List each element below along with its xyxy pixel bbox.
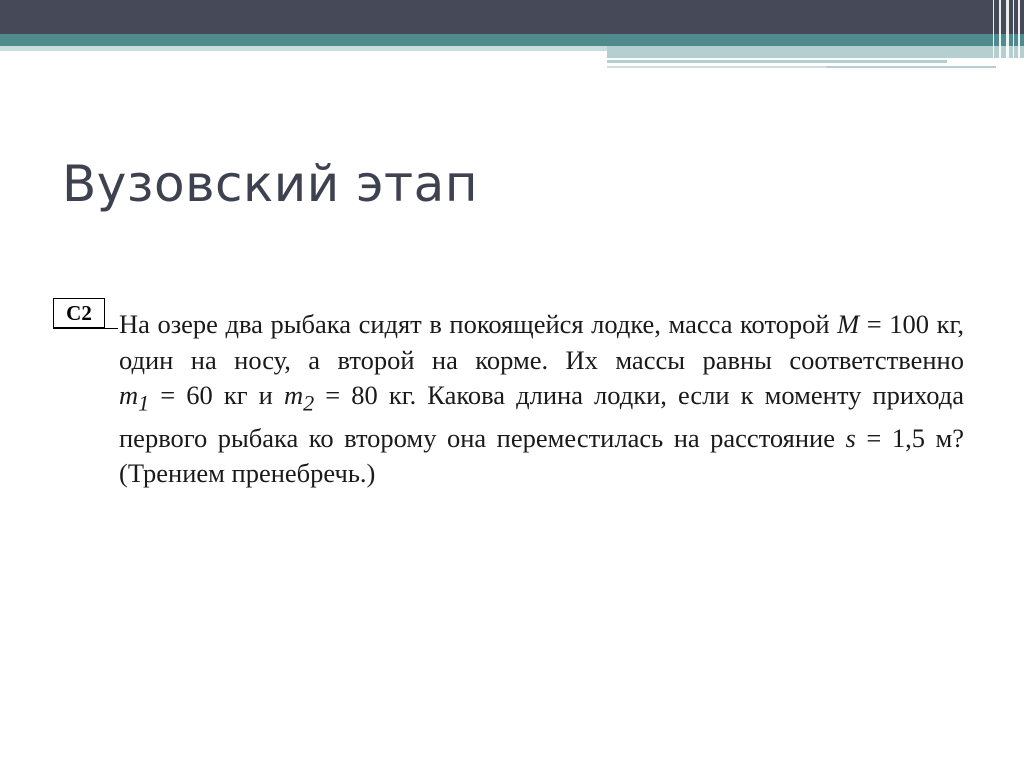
problem-text	[119, 307, 964, 492]
header-band-teal	[0, 34, 1024, 46]
header-decor-rib	[1018, 0, 1020, 66]
header-decor-rib	[999, 0, 1001, 66]
header-decor-rib	[1013, 0, 1014, 66]
header-decor-rib	[1006, 0, 1009, 66]
header-decor-line	[607, 66, 827, 68]
header-decor-line	[826, 66, 996, 68]
header-band-light	[0, 46, 607, 51]
task-badge-underline	[53, 328, 118, 329]
problem-line: (Трением пренебречь.)	[119, 458, 376, 489]
problem-line: первого рыбака ко второму она переместилась на расстояние s = 1,5 м?	[119, 422, 964, 453]
header-band-right-block	[607, 46, 1024, 58]
header-band-dark	[0, 0, 1024, 34]
task-number-badge: C2	[53, 298, 105, 328]
header-decor-rib	[993, 0, 994, 66]
slide-title: Вузовский этап	[62, 155, 479, 213]
problem-line: На озере два рыбака сидят в покоящейся лодке, масса которой M = 100 кг,	[119, 309, 964, 339]
header-decor-line	[607, 60, 947, 63]
problem-line: один на носу, а второй на корме. Их массы равны соответственно	[119, 344, 964, 375]
problem-line: $m_1 = 60$ кг и $m_2 = 80$ кг. Какова длина лодки, если к моменту прихода	[119, 380, 964, 416]
